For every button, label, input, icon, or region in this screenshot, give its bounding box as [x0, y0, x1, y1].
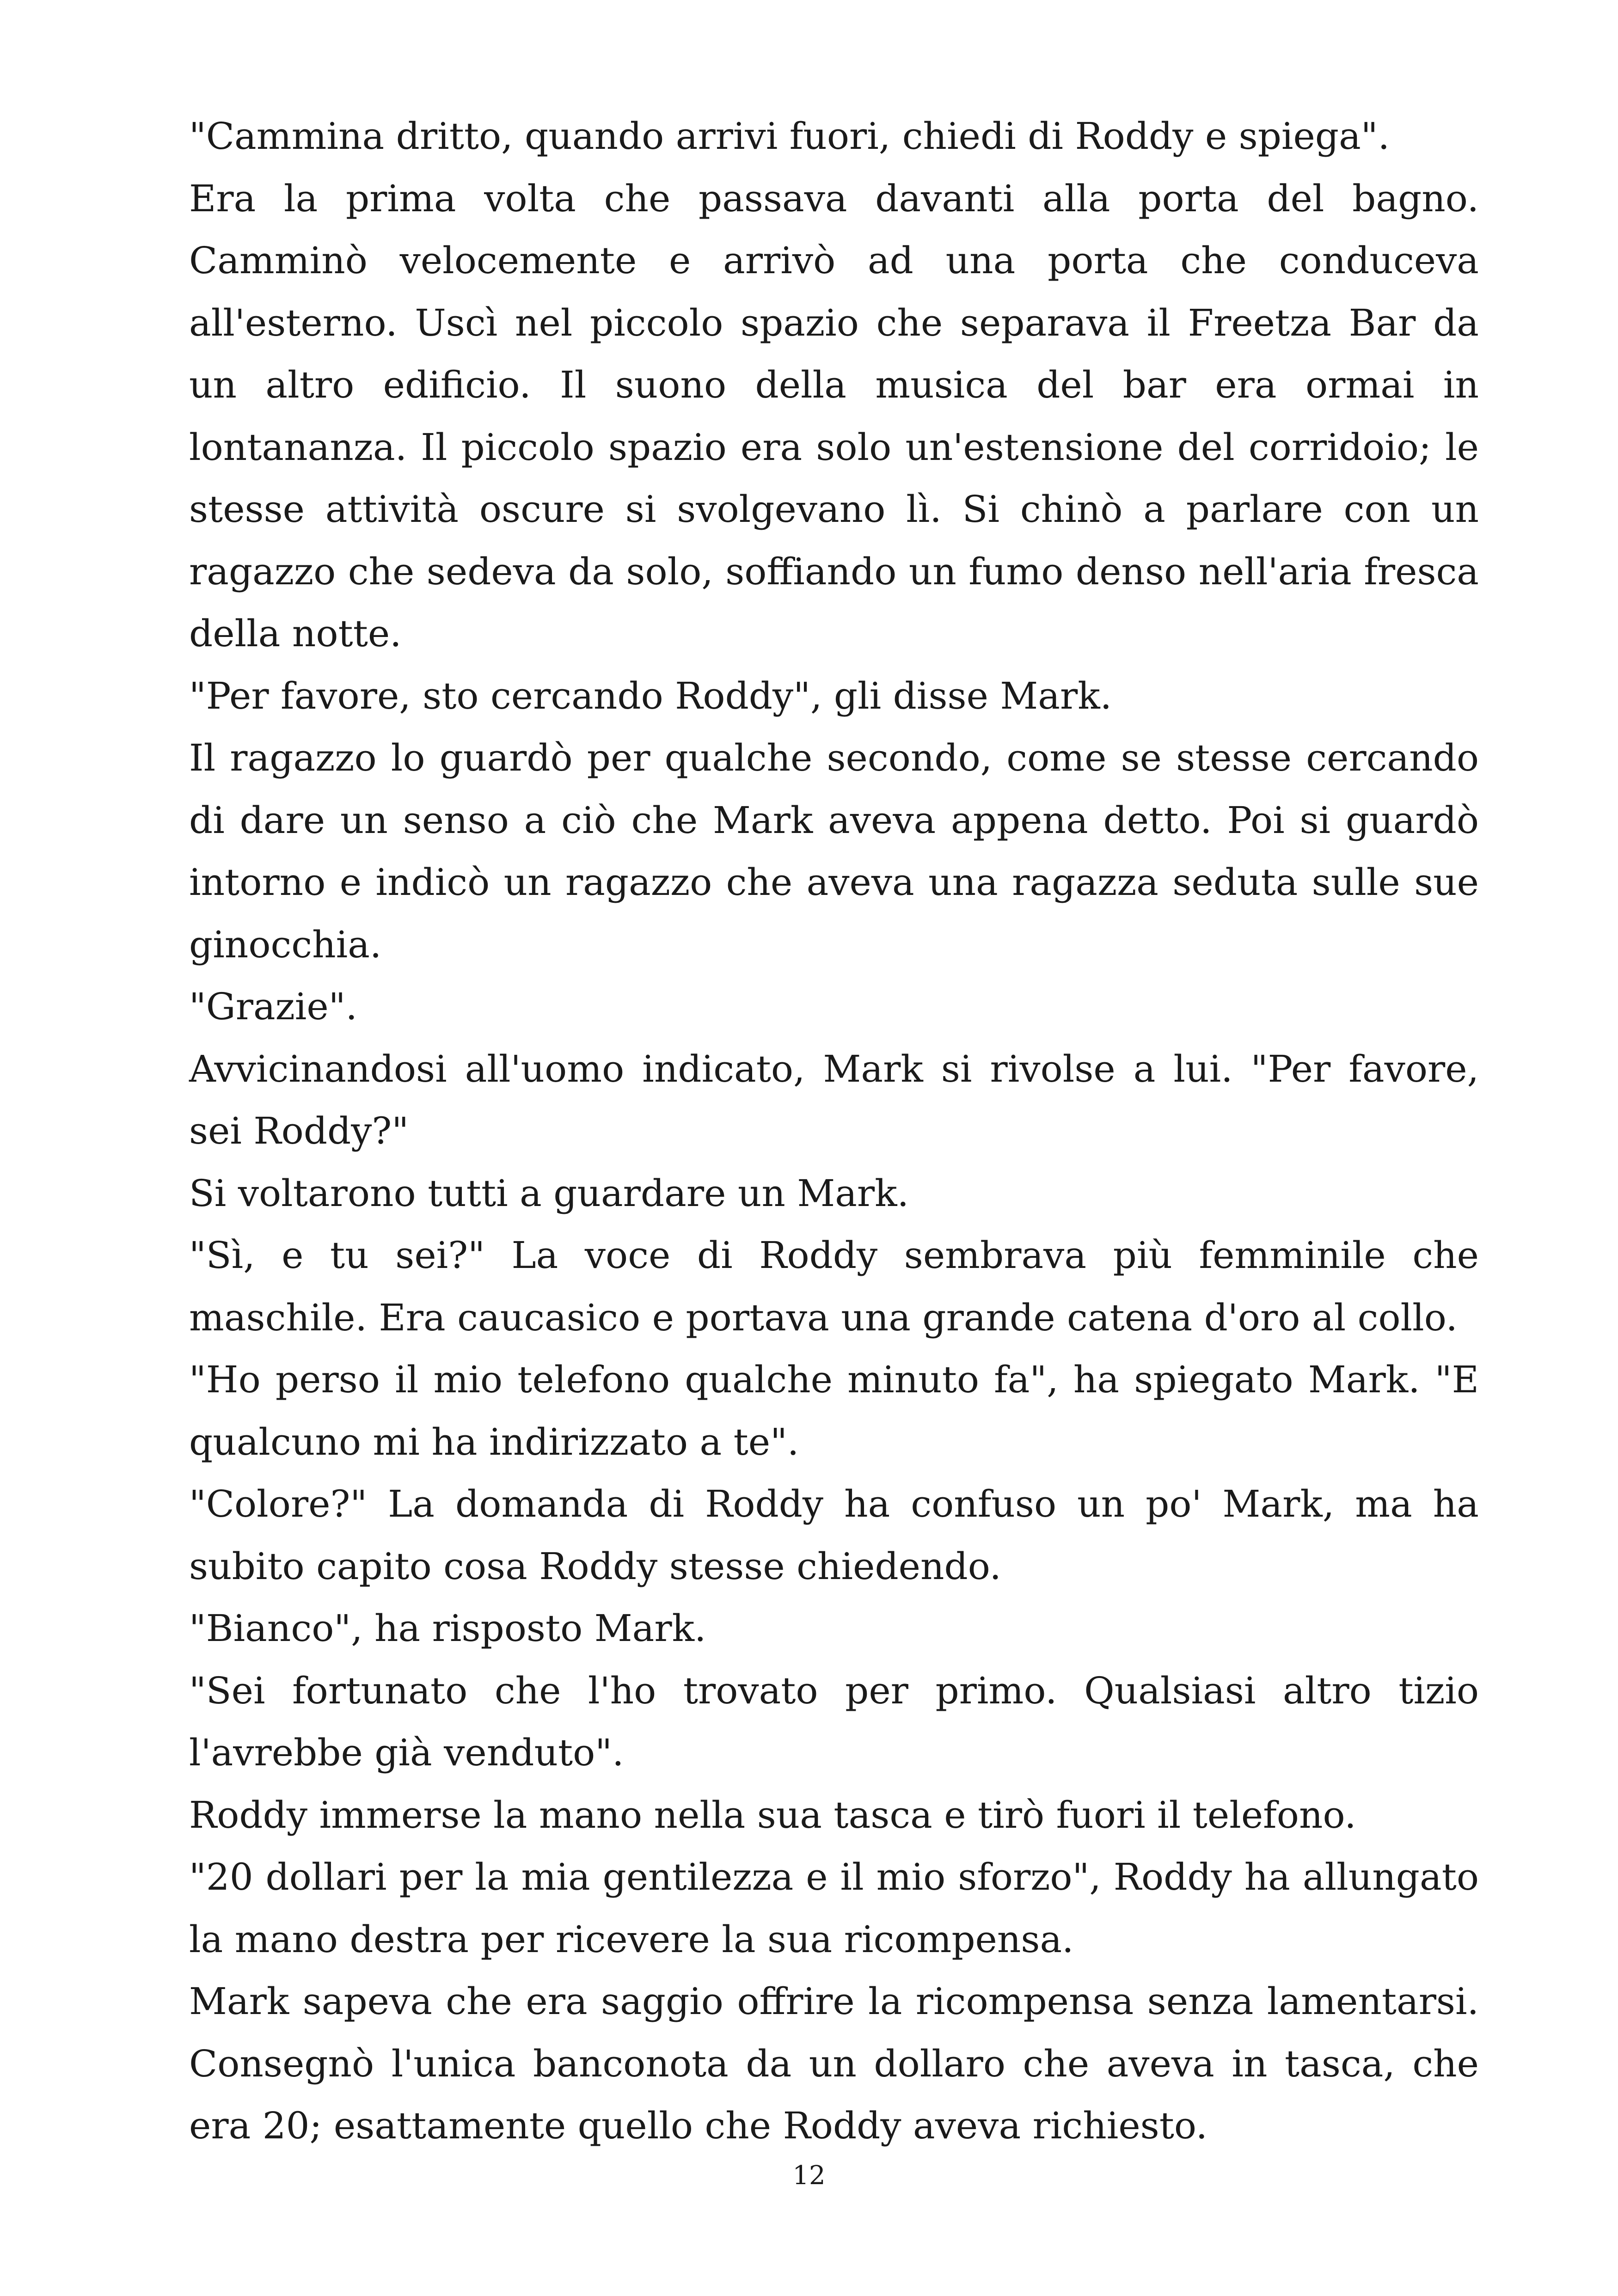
paragraph: "Bianco", ha risposto Mark. — [189, 1607, 706, 1650]
paragraph: "Grazie". — [189, 985, 357, 1028]
body-text — [189, 105, 1479, 2157]
paragraph: Si voltarono tutti a guardare un Mark. — [189, 1171, 909, 1215]
paragraph: "Cammina dritto, quando arrivi fuori, chiedi di Roddy e spiega". — [189, 115, 1390, 158]
paragraph: "Ho perso il mio telefono qualche minuto fa", ha spiegato Mark. "E qualcuno mi ha indirizzato a te". — [189, 1358, 1479, 1463]
paragraph: Mark sapeva che era saggio offrire la ricompensa senza lamentarsi. Consegnò l'unica banconota da un dollaro che aveva in tasca, che era 20; esattamente quello che Roddy aveva richiesto. — [189, 1980, 1479, 2147]
paragraph: "20 dollari per la mia gentilezza e il mio sforzo", Roddy ha allungato la mano destra per ricevere la sua ricompensa. — [189, 1855, 1479, 1961]
paragraph: Avvicinandosi all'uomo indicato, Mark si rivolse a lui. "Per favore, sei Roddy?" — [189, 1047, 1479, 1152]
paragraph: "Per favore, sto cercando Roddy", gli disse Mark. — [189, 674, 1112, 717]
paragraph: Roddy immerse la mano nella sua tasca e tirò fuori il telefono. — [189, 1793, 1356, 1837]
paragraph: "Colore?" La domanda di Roddy ha confuso un po' Mark, ma ha subito capito cosa Roddy stesse chiedendo. — [189, 1482, 1479, 1588]
paragraph: "Sei fortunato che l'ho trovato per primo. Qualsiasi altro tizio l'avrebbe già venduto". — [189, 1669, 1479, 1774]
paragraph: Era la prima volta che passava davanti alla porta del bagno. Camminò velocemente e arrivò ad una porta che conduceva all'esterno. Uscì nel piccolo spazio che separava il Freetza Bar da un altro edificio. Il suono della musica del bar era ormai in lontananza. Il piccolo spazio era solo un'estensione del corridoio; le stesse attività oscure si svolgevano lì. Si chinò a parlare con un ragazzo che sedeva da solo, soffiando un fumo denso nell'aria fresca della notte. — [189, 177, 1479, 655]
page-number: 12 — [792, 2161, 826, 2191]
paragraph: "Sì, e tu sei?" La voce di Roddy sembrava più femminile che maschile. Era caucasico e portava una grande catena d'oro al collo. — [189, 1234, 1479, 1339]
paragraph: Il ragazzo lo guardò per qualche secondo, come se stesse cercando di dare un senso a ciò che Mark aveva appena detto. Poi si guardò intorno e indicò un ragazzo che aveva una ragazza seduta sulle sue ginocchia. — [189, 736, 1479, 966]
